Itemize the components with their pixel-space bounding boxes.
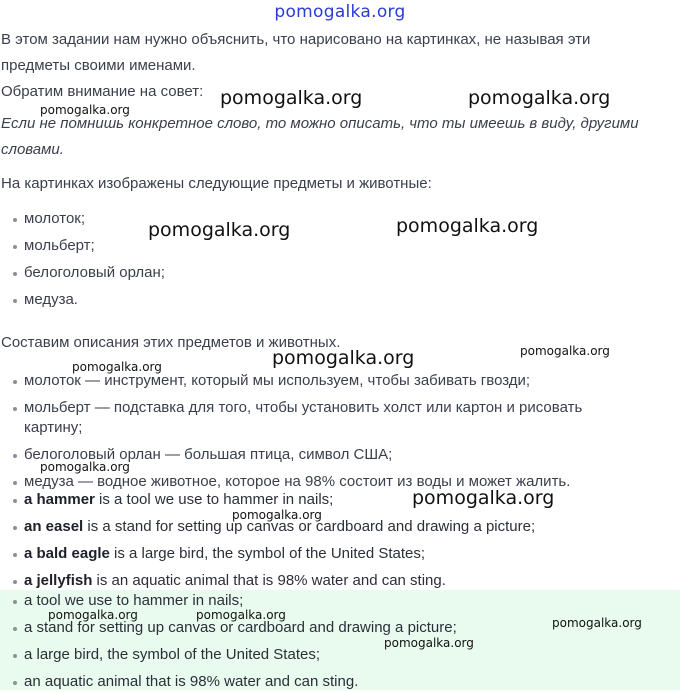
watermark: pomogalka.org [520, 344, 610, 358]
watermark: pomogalka.org [40, 103, 130, 117]
subject: an easel [24, 518, 84, 535]
description-text: медуза — водное животное, которое на 98% состоит из воды и может жалить. [24, 473, 571, 490]
description-text: мольберт — подставка для того, чтобы установить холст или картон и рисовать [24, 399, 583, 416]
list-item [0, 371, 582, 391]
list-item: a tool we use to hammer in nails; [0, 591, 457, 611]
list-item: медуза. [0, 290, 165, 310]
advice-label: Обратим внимание на совет: [1, 83, 204, 100]
advice-line-2: словами. [1, 141, 64, 158]
list-item: молоток; [0, 209, 165, 229]
list-item [0, 571, 535, 591]
list-item: белоголовый орлан; [0, 263, 165, 283]
watermark: pomogalka.org [384, 636, 474, 650]
intro-line-2: предметы своими именами. [1, 57, 196, 74]
items-intro: На картинках изображены следующие предметы и животные: [1, 175, 432, 192]
watermark: pomogalka.org [48, 608, 138, 622]
watermark: pomogalka.org [412, 487, 555, 509]
description-text: молоток — инструмент, который мы используем, чтобы забивать гвозди; [24, 372, 531, 389]
list-item: a stand for setting up canvas or cardboard and drawing a picture; [0, 618, 457, 638]
list-item: мольберт; [0, 236, 165, 256]
intro-line-1: В этом задании нам нужно объяснить, что нарисовано на картинках, не называя эти [1, 31, 591, 48]
list-item [0, 398, 582, 438]
watermark: pomogalka.org [220, 87, 363, 109]
list-item [0, 544, 535, 564]
watermark: pomogalka.org [552, 616, 642, 630]
watermark: pomogalka.org [396, 215, 539, 237]
watermark: pomogalka.org [72, 360, 162, 374]
subject: a hammer [24, 491, 95, 508]
watermark: pomogalka.org [196, 608, 286, 622]
description-text: белоголовый орлан — большая птица, символ США; [24, 446, 393, 463]
description-text: is a tool we use to hammer in nails; [94, 491, 334, 508]
list-item: an aquatic animal that is 98% water and can sting. [0, 672, 457, 692]
description-text: is a large bird, the symbol of the United States; [109, 545, 426, 562]
descriptions-intro: Составим описания этих предметов и животных. [1, 334, 341, 351]
description-text: is an aquatic animal that is 98% water and can sting. [92, 572, 446, 589]
watermark: pomogalka.org [272, 347, 415, 369]
watermark: pomogalka.org [232, 508, 322, 522]
watermark: pomogalka.org [148, 219, 291, 241]
site-logo[interactable]: pomogalka.org [274, 2, 406, 22]
subject: a jellyfish [24, 572, 93, 589]
watermark: pomogalka.org [40, 460, 130, 474]
watermark: pomogalka.org [468, 87, 611, 109]
list-item: a large bird, the symbol of the United States; [0, 645, 457, 665]
description-text-cont: картину; [24, 419, 83, 436]
description-text: is a stand for setting up canvas or cardboard and drawing a picture; [83, 518, 536, 535]
items-list [0, 209, 165, 310]
advice-line-1: Если не помнишь конкретное слово, то можно описать, что ты имеешь в виду, другими [1, 115, 639, 132]
subject: a bald eagle [24, 545, 110, 562]
